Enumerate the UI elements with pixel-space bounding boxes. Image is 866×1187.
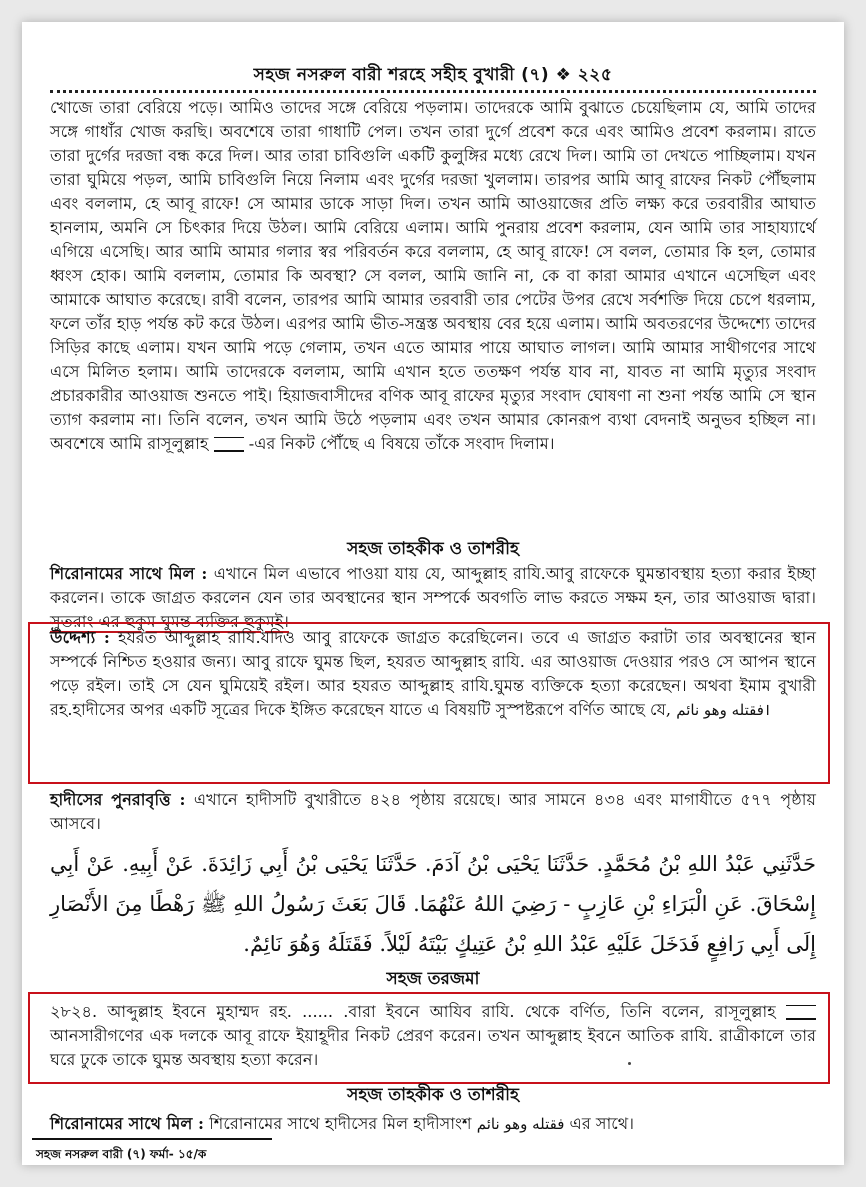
salutation-glyph [214,437,244,452]
page-header: সহজ নসরুল বারী শরহে সহীহ বুখারী (৭) ❖ ২২৫ [253,65,613,85]
paragraph-repetition [50,788,816,836]
arabic-hadith-text: حَدَّثَنِي عَبْدُ اللهِ بْنُ مُحَمَّدٍ. حَدَّثَنَا يَحْيَى بْنُ آدَمَ. حَدَّثَنَا يَحْيَى بْنُ أَبِي زَائِدَةَ. عَنْ أَبِيهِ. عَنْ أَبِي إِسْحَاقَ. عَنِ الْبَرَاءِ بْنِ عَازِبٍ - رَضِيَ اللهُ عَنْهُمَا. قَالَ بَعَثَ رَسُولُ اللهِ ﷺ رَهْطًا مِنَ الأَنْصَارِ إِلَى أَبِي رَافِعٍ فَدَخَلَ عَلَيْهِ عَبْدُ اللهِ بْنُ عَتِيكٍ بَيْتَهُ لَيْلاً. فَقَتَلَهُ وَهُوَ نَائِمٌ. [50,852,816,956]
paragraph-narration [50,96,816,456]
translation-text-2: আনসারীগণের এক দলকে আবূ রাফে ইয়াহূদীর নিকট প্রেরণ করেন। তখন আব্দুল্লাহ ইবনে আতিক রাযি. রাত্রীকালে তার ঘরে ঢুকে তাকে ঘুমন্ত অবস্থায় হত্যা করেন। [50,1026,816,1069]
title-match-2-label: শিরোনামের সাথে মিল : [50,1114,205,1133]
header-divider [50,90,816,93]
paragraph-title-match-2 [50,1112,816,1136]
purpose-arabic: فقتله وهو نائم [676,701,764,719]
translation-text: ২৮২৪. আব্দুল্লাহ ইবনে মুহাম্মদ রহ. ...... .বারা ইবনে আযিব রাযি. থেকে বর্ণিত, তিনি বলেন, রাসূলুল্লাহ [50,1002,776,1021]
footer-rule [32,1138,272,1140]
title-match-label: শিরোনামের সাথে মিল : [50,564,208,583]
title-match-2-arabic: فقتله وهو نائم [476,1115,565,1133]
document-page [22,22,844,1165]
page-footer: সহজ নসরুল বারী (৭) ফর্মা- ১৫/ক [36,1147,207,1161]
section-heading-tahqiq-2: সহজ তাহকীক ও তাশরীহ [347,1085,519,1105]
paragraph-translation [50,1000,816,1072]
title-match-2-end: এর সাথে। [564,1114,635,1133]
title-match-underlined: সুতরাং এর হুকুম ঘুমন্ত ব্যক্তির হুকুমই। [50,612,289,631]
purpose-label: উদ্দেশ্য : [50,628,110,647]
repetition-label: হাদীসের পুনরাবৃত্তি : [50,790,186,809]
narration-end: -এর নিকট পৌঁছে এ বিষয়ে তাঁকে সংবাদ দিলাম। [248,434,555,453]
repetition-text: এখানে হাদীসটি বুখারীতে ৪২৪ পৃষ্ঠায় রয়েছে। আর সামনে ৪৩৪ এবং মাগাযীতে ৫৭৭ পৃষ্ঠায় আসবে। [50,790,816,833]
title-match-2-text: শিরোনামের সাথে হাদীসের মিল হাদীসাংশ [204,1114,472,1133]
section-heading-tahqiq: সহজ তাহকীক ও তাশরীহ [347,539,519,559]
purpose-end: । [763,700,771,719]
section-heading-translation: সহজ তরজমা [386,969,480,989]
salutation-glyph-2 [786,1005,816,1020]
title-match-text: এখানে মিল এভাবে পাওয়া যায় যে, আব্দুল্লাহ রাযি.আবু রাফেকে ঘুমন্তাবস্থায় হত্যা করার ইচ্ছা করলেন। তাকে জাগ্রত করলেন যেন তার অবস্থানের স্থান সম্পর্কে অবগতি লাভ করতে সক্ষম হন, তার আওয়াজ দ্বারা। [50,564,816,607]
speck [628,1062,631,1065]
narration-text: খোজে তারা বেরিয়ে পড়ে। আমিও তাদের সঙ্গে বেরিয়ে পড়লাম। তাদেরকে আমি বুঝাতে চেয়েছিলাম যে, আমি তাদের সঙ্গে গাধাঁর খোজ করছি। অবশেষে তারা গাধাটি পেল। তখন তারা দুর্গে প্রবেশ করে এবং আমিও প্রবেশ করলাম। রাতে তারা দুর্গের দরজা বন্ধ করে দিল। আর তারা চাবিগুলি একটি কুলুঙ্গির মধ্যে রেখে দিল। আমি তা দেখতে পাচ্ছিলাম। যখন তারা ঘুমিয়ে পড়ল, আমি চাবিগুলি নিয়ে নিলাম এবং দুর্গের দরজা খুললাম। তারপর আমি আবূ রাফের নিকট পৌঁছলাম এবং বললাম, হে আবূ রাফে! সে আমার ডাকে সাড়া দিল। তখন আমি আওয়াজের প্রতি লক্ষ্য করে তরবারীর আঘাত হানলাম, অমনি সে চিৎকার দিয়ে উঠল। আমি বেরিয়ে এলাম। আমি পুনরায় প্রবেশ করলাম, যেন আমি তার সাহায্যার্থে এগিয়ে এসেছি। আর আমি আমার গলার স্বর পরিবর্তন করে বললাম, হে আবূ রাফে! সে বলল, তোমার কি হল, তোমার ধ্বংস হোক। আমি বললাম, তোমার কি অবস্থা? সে বলল, আমি জানি না, কে বা কারা আমার এখানে এসেছিল এবং আমাকে আঘাত করেছে। রাবী বলেন, তারপর আমি আমার তরবারী তার পেটের উপর রেখে সর্বশক্তি দিয়ে চেপে ধরলাম, ফলে তাঁর হাড় পর্যন্ত কট করে উঠল। এরপর আমি ভীত-সন্ত্রস্ত অবস্থায় বের হয়ে এলাম। আমি অবতরণের উদ্দেশ্যে তাদের সিড়ির কাছে এলাম। যখন আমি পড়ে গেলাম, তখন এতে আমার পায়ে আঘাত লাগল। আমি আমার সাথীগণের সাথে এসে মিলিত হলাম। আমি তাদেরকে বললাম, আমি এখান হতে ততক্ষণ পর্যন্ত যাব না, যাবত না আমি মৃত্যুর সংবাদ প্রচারকারীর আওয়াজ শুনতে পাই। হিয়াজবাসীদের বণিক আবূ রাফের মৃত্যুর সংবাদ ঘোষণা না শুনা পর্যন্ত আমি সে স্থান ত্যাগ করলাম না। তিনি বলেন, তখন আমি উঠে পড়লাম এবং তখন আমার কোনরূপ ব্যথা বেদনাই অনুভব হচ্ছিল না। অবশেষে আমি রাসূলুল্লাহ [50,98,816,453]
purpose-text: হযরত আব্দুল্লাহ রাযি.যদিও আবু রাফেকে জাগ্রত করেছিলেন। তবে এ জাগ্রত করাটা তার অবস্থানের স্থান সম্পর্কে নিশ্চিত হওয়ার জন্য। আবু রাফে ঘুমন্ত ছিল, হযরত আব্দুল্লাহ রাযি. এর আওয়াজ দেওয়ার পরও সে আপন স্থানে পড়ে রইল। তাই সে যেন ঘুমিয়েই রইল। আর হযরত আব্দুল্লাহ রাযি.ঘুমন্ত ব্যক্তিকে হত্যা করেছেন। অথবা ইমাম বুখারী রহ.হাদীসের অপর একটি সূত্রের দিকে ইঙ্গিত করেছেন যাতে এ বিষয়টি সুস্পষ্টরূপে বর্ণিত আছে যে, [50,628,816,719]
paragraph-purpose [50,626,816,722]
